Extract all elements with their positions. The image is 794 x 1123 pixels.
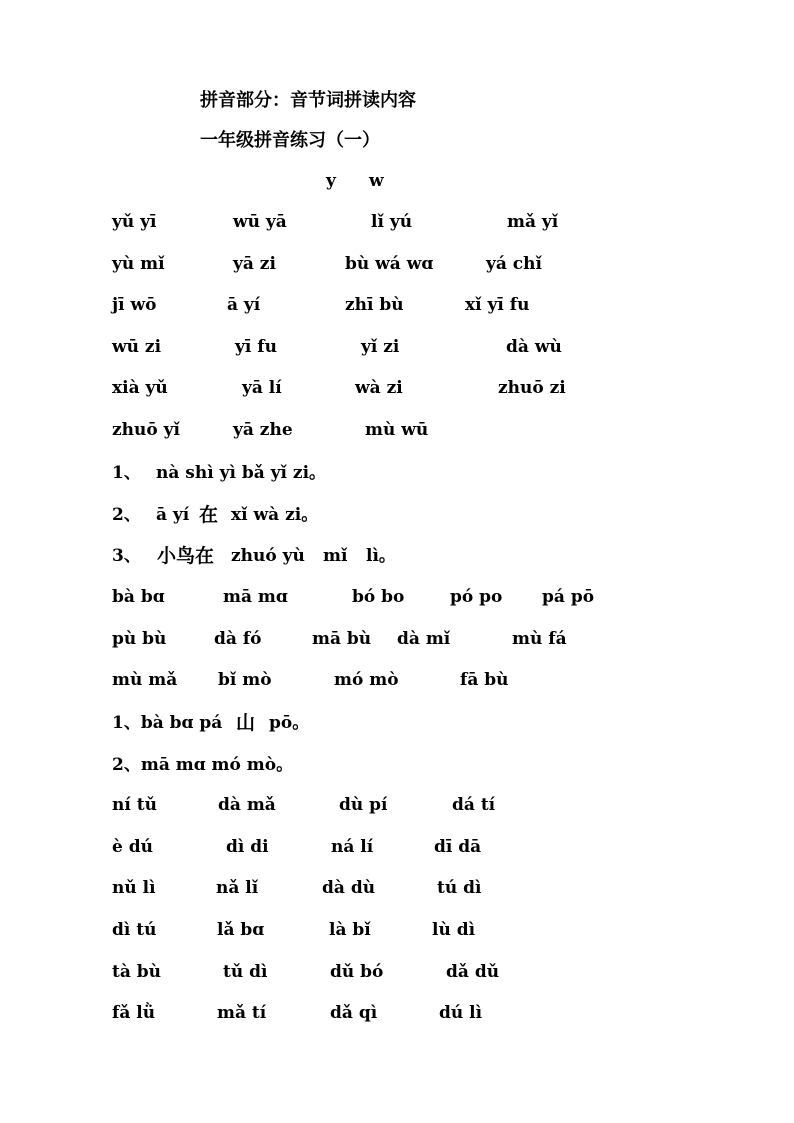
word: zhuō yǐ: [112, 420, 180, 440]
word: xǐ yī fu: [465, 295, 530, 315]
word: dú lì: [439, 1003, 483, 1023]
word: mā mɑ: [223, 587, 288, 607]
sentence-3: [0, 541, 794, 571]
word: bó bo: [352, 587, 405, 607]
word: dǎ dǔ: [446, 962, 500, 982]
sentence-part: zhuó yù: [231, 546, 305, 566]
title-line-1: [0, 86, 794, 116]
word: là bǐ: [329, 920, 371, 940]
word: yā lí: [242, 378, 282, 398]
word: wà zi: [355, 378, 403, 398]
word: dà fó: [214, 629, 262, 649]
word: ā yí: [227, 295, 261, 315]
sentence-part: xǐ wà zi。: [231, 505, 319, 525]
word: nǎ lǐ: [216, 878, 259, 898]
word: tà bù: [112, 962, 162, 982]
word: dá tí: [452, 795, 496, 815]
word: è dú: [112, 837, 153, 857]
dtnl-row: [0, 915, 794, 945]
word: tú dì: [437, 878, 482, 898]
sentence-part: 在: [199, 504, 219, 526]
yw-row: [0, 207, 794, 237]
word: mā bù: [312, 629, 372, 649]
word: tǔ dì: [223, 962, 268, 982]
word: yǐ zi: [361, 337, 400, 357]
yw-row: [0, 373, 794, 403]
title-line-2: [0, 126, 794, 156]
word: dì di: [226, 837, 269, 857]
word: yǔ yī: [112, 212, 157, 232]
word: nǔ lì: [112, 878, 156, 898]
page-subtitle: 一年级拼音练习（一）: [200, 130, 380, 151]
word: bà bɑ: [112, 587, 165, 607]
word: dà wù: [506, 337, 562, 357]
word: pá pō: [542, 587, 595, 607]
sentence-part: 2、mā mɑ mó mò。: [112, 755, 294, 775]
word: yī fu: [235, 337, 277, 357]
yw-row: [0, 290, 794, 320]
word: ní tǔ: [112, 795, 157, 815]
word: mù mǎ: [112, 670, 178, 690]
word: pù bù: [112, 629, 167, 649]
bpmf-row: [0, 624, 794, 654]
word: mǎ tí: [217, 1003, 267, 1023]
word: dà mǐ: [397, 629, 451, 649]
sentence-number: 1、: [112, 463, 141, 483]
word: lù dì: [432, 920, 476, 940]
word: wū zi: [112, 337, 162, 357]
sentence-part: 1、bà bɑ pá: [112, 713, 223, 733]
sentence-text: nà shì yì bǎ yǐ zi。: [156, 463, 327, 483]
word: fǎ lǜ: [112, 1003, 156, 1023]
sentence-part: 山: [236, 712, 256, 734]
word: dǔ bó: [330, 962, 384, 982]
word: wū yā: [233, 212, 287, 232]
bpmf-row: [0, 582, 794, 612]
sentence-1: [0, 458, 794, 488]
word: zhī bù: [345, 295, 404, 315]
word: mù wū: [365, 420, 429, 440]
letter-y: y: [326, 171, 336, 191]
sentence-number: 2、: [112, 505, 141, 525]
word: dǎ qì: [330, 1003, 378, 1023]
word: mǎ yǐ: [507, 212, 559, 232]
yw-row: [0, 249, 794, 279]
word: lǐ yú: [371, 212, 413, 232]
word: yá chǐ: [486, 254, 542, 274]
word: dà mǎ: [218, 795, 276, 815]
yw-row: [0, 332, 794, 362]
word: bǐ mò: [218, 670, 272, 690]
page-title: 拼音部分：音节词拼读内容: [200, 90, 416, 111]
word: dù pí: [339, 795, 388, 815]
word: mù fá: [512, 629, 567, 649]
sentence-part: ā yí: [156, 505, 190, 525]
word: ná lí: [331, 837, 374, 857]
bpmf-row: [0, 665, 794, 695]
sentence-2: [0, 500, 794, 530]
word: yā zi: [233, 254, 276, 274]
dtnl-row: [0, 998, 794, 1028]
word: lǎ bɑ: [217, 920, 265, 940]
sentence-part: mǐ: [323, 546, 348, 566]
word: yā zhe: [233, 420, 293, 440]
dtnl-row: [0, 790, 794, 820]
word: fā bù: [460, 670, 509, 690]
word: jī wō: [112, 295, 157, 315]
word: mó mò: [334, 670, 399, 690]
word: pó po: [450, 587, 503, 607]
sentence-part: lì。: [366, 546, 396, 566]
sentence-5: [0, 750, 794, 780]
word: dī dā: [434, 837, 482, 857]
dtnl-row: [0, 957, 794, 987]
sentence-number: 3、: [112, 546, 141, 566]
word: dì tú: [112, 920, 157, 940]
dtnl-row: [0, 873, 794, 903]
yw-row: [0, 415, 794, 445]
word: zhuō zi: [498, 378, 566, 398]
section-yw-heading: [0, 166, 794, 196]
dtnl-row: [0, 832, 794, 862]
sentence-part: pō。: [269, 713, 310, 733]
word: xià yǔ: [112, 378, 168, 398]
word: dà dù: [322, 878, 376, 898]
word: bù wá wɑ: [345, 254, 434, 274]
word: yù mǐ: [112, 254, 165, 274]
letter-w: w: [369, 171, 384, 191]
sentence-4: [0, 708, 794, 738]
sentence-part: 小鸟在: [157, 545, 215, 567]
